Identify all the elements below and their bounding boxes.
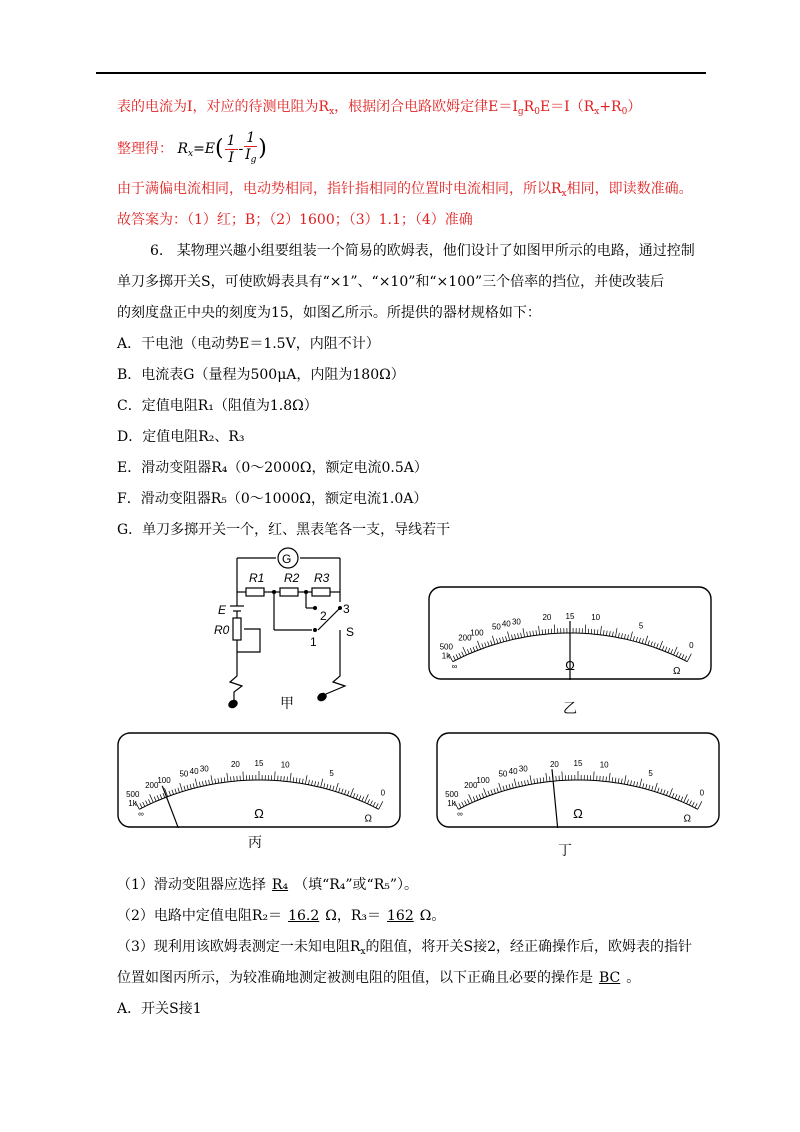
- dial-tick: [148, 799, 150, 804]
- dial-tick: [615, 778, 616, 783]
- dial-tick: [665, 647, 667, 652]
- dial-tick: [327, 784, 328, 789]
- label-r3: R3: [314, 571, 330, 585]
- header-rule: [96, 72, 706, 74]
- dial-tick: [698, 801, 702, 809]
- dial-tick: [205, 780, 206, 785]
- dial-tick: [692, 802, 694, 806]
- dial-scale-label: 100: [157, 776, 171, 786]
- dial-tick: [669, 788, 672, 796]
- dial-tick: [675, 794, 677, 799]
- caption-jia: 甲: [280, 695, 294, 711]
- dial-tick: [654, 642, 656, 647]
- dial-tick: [615, 628, 617, 637]
- dial-tick: [491, 640, 493, 645]
- dial-scale-label: 200: [145, 780, 159, 790]
- dial-unit: Ω: [672, 666, 681, 678]
- dial-scale-label: 1k: [447, 799, 456, 808]
- dial-center-unit: Ω: [573, 806, 583, 821]
- item-b: B．电流表G（量程为500μA，内阻为180Ω）: [117, 367, 405, 383]
- dial-tick: [512, 783, 513, 788]
- dial-tick: [488, 791, 490, 796]
- dial-tick: [612, 632, 613, 637]
- dial-tick: [178, 788, 180, 793]
- dial-tick: [339, 788, 341, 793]
- dial-tick: [373, 802, 375, 806]
- dial-tick: [621, 633, 622, 638]
- dial-tick: [180, 783, 183, 792]
- dial-scale-label: 10: [591, 613, 601, 623]
- dial-tick: [676, 652, 678, 657]
- dial-tick: [190, 784, 191, 789]
- dial-ding: [436, 732, 720, 828]
- dial-scale-label: 10: [280, 760, 290, 770]
- dial-tick: [672, 793, 674, 798]
- dial-tick: [496, 639, 497, 644]
- dial-tick: [184, 786, 185, 791]
- label-3: 3: [343, 602, 350, 616]
- solution-answer: 故答案为：（1）红；B；（2）1600；（3）1.1；（4）准确: [117, 212, 473, 228]
- dial-tick: [193, 783, 194, 788]
- dial-tick: [682, 654, 684, 658]
- dial-yi: [428, 586, 712, 680]
- dial-tick: [528, 780, 529, 785]
- dial-tick: [657, 644, 659, 649]
- dial-tick: [321, 779, 323, 788]
- label-e: E: [218, 603, 227, 617]
- dial-tick: [485, 642, 487, 647]
- dial-tick: [275, 771, 276, 780]
- dial-tick: [663, 790, 665, 795]
- dial-tick: [160, 794, 162, 799]
- question-6-line-3: 的刻度盘正中央的刻度为15，如图乙所示。所提供的器材规格如下：: [117, 305, 541, 321]
- dial-tick: [508, 632, 510, 641]
- dial-scale-label: 30: [518, 764, 528, 774]
- dial-tick: [533, 631, 534, 636]
- dial-tick: [330, 785, 331, 790]
- dial-tick: [157, 795, 159, 800]
- sub-question-1: （1）滑动变阻器应选择 R₄ （填“R₄”或“R₅”）。: [117, 877, 419, 893]
- dial-tick: [356, 794, 358, 799]
- dial-scale-label: ∞: [138, 809, 144, 819]
- dial-scale-label: 1k: [128, 799, 137, 808]
- sub-question-3-line-2: 位置如图丙所示，为较准确地测定被测电阻的阻值，以下正确且必要的操作是 BC 。: [117, 970, 641, 986]
- dial-tick: [465, 801, 467, 806]
- dial-tick: [643, 783, 644, 788]
- dial-tick: [287, 777, 288, 782]
- dial-tick: [215, 779, 216, 784]
- dial-unit: Ω: [364, 813, 372, 825]
- label-s: S: [346, 625, 355, 639]
- dial-tick: [172, 790, 174, 795]
- dial-tick: [499, 638, 500, 643]
- dial-tick: [648, 640, 650, 645]
- dial-tick: [221, 778, 222, 783]
- label-r2: R2: [284, 571, 300, 585]
- label-r1: R1: [249, 571, 265, 585]
- solution-line-1: 表的电流为I，对应的待测电阻为$R_x$，根据闭合电路欧姆定律$E=I_gR_0E=I(R_x+R_0)$: [117, 99, 642, 117]
- dial-scale-label: 5: [638, 621, 644, 631]
- dial-tick: [163, 793, 165, 798]
- dial-tick: [350, 788, 353, 796]
- dial-tick: [342, 789, 344, 794]
- dial-tick: [658, 788, 660, 793]
- dial-scale-label: 0: [699, 788, 705, 798]
- dial-tick: [542, 630, 543, 635]
- dial-tick: [224, 777, 225, 782]
- dial-tick: [154, 797, 156, 802]
- dial-tick: [609, 631, 610, 636]
- dial-tick: [146, 801, 148, 806]
- dial-tick: [671, 649, 673, 654]
- dial-tick: [333, 786, 334, 791]
- dial-tick: [467, 649, 469, 654]
- dial-tick: [637, 782, 638, 787]
- dial-center-unit: Ω: [565, 658, 575, 673]
- dial-tick: [505, 636, 506, 641]
- answer-q1: R₄: [271, 877, 289, 893]
- dial-tick: [521, 633, 522, 638]
- dial-tick: [600, 626, 601, 635]
- dial-tick: [530, 775, 532, 784]
- dial-tick: [353, 793, 355, 798]
- dial-tick: [627, 780, 628, 785]
- dial-tick: [296, 778, 297, 783]
- resistor-r3: [312, 588, 330, 596]
- dial-tick: [640, 779, 642, 788]
- dial-tick: [499, 783, 502, 792]
- dial-tick: [662, 646, 664, 651]
- caption-bing: 丙: [248, 835, 262, 851]
- dial-tick: [462, 802, 464, 806]
- dial-scale-label: 5: [329, 768, 334, 778]
- dial-scale-label: 500: [439, 642, 453, 652]
- dial-tick: [627, 635, 628, 640]
- dial-tick: [645, 636, 648, 645]
- dial-scale-label: 50: [498, 769, 508, 779]
- dial-tick: [631, 780, 632, 785]
- dial-tick: [515, 634, 516, 639]
- dial-tick: [469, 794, 473, 802]
- dial-tick: [666, 791, 668, 796]
- dial-tick: [651, 641, 653, 646]
- dial-tick: [169, 791, 171, 796]
- dial-tick: [362, 797, 364, 802]
- dial-tick: [518, 633, 519, 638]
- dial-scale-label: 40: [508, 766, 518, 776]
- dial-tick: [527, 632, 528, 637]
- dial-tick: [537, 778, 538, 783]
- dial-scale-label: 200: [458, 633, 472, 643]
- dial-tick: [543, 777, 544, 782]
- dial-tick: [476, 646, 478, 651]
- item-e: E．滑动变阻器R₄（0～2000Ω，额定电流0.5A）: [117, 460, 428, 476]
- dial-tick: [514, 779, 516, 788]
- dial-tick: [618, 633, 619, 638]
- dial-scale-label: 0: [689, 641, 694, 651]
- dial-tick: [243, 771, 244, 780]
- dial-tick: [659, 641, 662, 649]
- dial-scale-label: 500: [126, 789, 140, 799]
- dial-bing: [117, 732, 401, 828]
- dial-scale-label: 15: [573, 759, 583, 768]
- dial-tick: [308, 780, 309, 785]
- dial-tick: [506, 785, 507, 790]
- dial-unit: Ω: [683, 813, 691, 825]
- dial-tick: [539, 626, 540, 635]
- dial-tick: [488, 641, 490, 646]
- item-f: F．滑动变阻器R₅（0～1000Ω，额定电流1.0A）: [117, 491, 428, 507]
- dial-tick: [473, 797, 475, 802]
- dial-tick: [546, 773, 547, 782]
- dial-tick: [606, 777, 607, 782]
- dial-tick: [655, 783, 658, 792]
- dial-tick: [695, 803, 697, 807]
- dial-tick: [621, 779, 622, 784]
- dial-scale-label: 200: [464, 780, 478, 790]
- caption-ding: 丁: [558, 843, 572, 859]
- dial-tick: [562, 771, 563, 780]
- dial-tick: [227, 773, 228, 782]
- solution-formula: 整理得： $R_x=E$( $\frac{1}{I}$ - $\frac{1}{I_g}$ ): [117, 130, 267, 166]
- item-c: C．定值电阻R₁（阻值为1.8Ω）: [117, 398, 318, 414]
- dial-tick: [512, 635, 513, 640]
- dial-tick: [673, 647, 677, 655]
- dial-scale-label: 30: [511, 617, 521, 627]
- dial-scale-label: ∞: [457, 809, 463, 819]
- dial-tick: [336, 783, 339, 792]
- dial-scale-label: 15: [254, 759, 264, 768]
- dial-tick: [624, 775, 626, 784]
- dial-scale-label: 0: [380, 788, 386, 798]
- option-a: A．开关S接1: [117, 1001, 202, 1017]
- dial-tick: [524, 780, 525, 785]
- dial-tick: [606, 631, 607, 636]
- dial-tick: [482, 644, 484, 649]
- dial-tick: [668, 648, 670, 653]
- dial-scale-label: 10: [599, 760, 609, 770]
- dial-tick: [679, 653, 681, 658]
- question-6-line-1: 6. 某物理兴趣小组要组装一个简易的欧姆表，他们设计了如图甲所示的电路，通过控制: [150, 243, 695, 259]
- dial-tick: [494, 789, 496, 794]
- dial-tick: [530, 631, 531, 636]
- dial-tick: [536, 630, 537, 635]
- dial-arc: [139, 780, 378, 809]
- dial-scale-label: ∞: [451, 661, 458, 671]
- answer-q2-r2: 16.2: [288, 908, 320, 924]
- dial-scale-label: 40: [189, 766, 199, 776]
- dial-tick: [368, 799, 370, 804]
- dial-tick: [140, 803, 142, 807]
- item-a: A．干电池（电动势E＝1.5V，内阻不计）: [117, 336, 380, 352]
- dial-tick: [687, 799, 689, 804]
- answer-q3: BC: [599, 970, 621, 986]
- sub-question-2: （2）电路中定值电阻R₂＝ 16.2 Ω，R₃＝ 162 Ω。: [117, 908, 446, 924]
- dial-scale-label: 50: [179, 769, 189, 779]
- dial-tick: [585, 624, 586, 633]
- dial-tick: [211, 775, 213, 784]
- resistor-r2: [280, 588, 298, 596]
- dial-tick: [143, 802, 145, 806]
- dial-scale-label: 1k: [441, 651, 451, 661]
- dial-tick: [462, 652, 464, 657]
- dial-tick: [509, 784, 510, 789]
- dial-arc: [458, 780, 697, 809]
- dial-tick: [199, 782, 200, 787]
- dial-scale-label: 20: [549, 760, 559, 769]
- dial-tick: [477, 641, 480, 649]
- dial-tick: [502, 637, 503, 642]
- dial-tick: [324, 783, 325, 788]
- sub-question-3-line-1: （3）现利用该欧姆表测定一未知电阻$R_x$的阻值，将开关S接2，经正确操作后，欧姆表的指针: [117, 939, 693, 957]
- dial-tick: [636, 637, 637, 642]
- dial-tick: [315, 781, 316, 786]
- dial-tick: [497, 788, 499, 793]
- dial-scale-label: 100: [476, 776, 490, 786]
- dial-tick: [344, 790, 346, 795]
- dial-tick: [463, 647, 467, 655]
- resistor-r1: [246, 588, 264, 596]
- dial-tick: [646, 784, 647, 789]
- dial-tick: [347, 791, 349, 796]
- dial-tick: [456, 654, 458, 658]
- dial-tick: [492, 636, 495, 645]
- solution-line-3: 由于满偏电流相同，电动势相同，指针指相同的位置时电流相同，所以$R_x$相同，即读数准确。: [117, 181, 693, 199]
- dial-tick: [305, 775, 307, 784]
- dial-tick: [376, 803, 378, 807]
- dial-tick: [618, 778, 619, 783]
- dial-tick: [521, 781, 522, 786]
- dial-scale-label: 20: [542, 613, 552, 622]
- item-g: G．单刀多掷开关一个，红、黑表笔各一支，导线若干: [117, 522, 451, 538]
- dial-tick: [603, 630, 604, 635]
- rheostat-r0: [233, 618, 241, 640]
- answer-q2-r3: 162: [387, 908, 414, 924]
- label-g: G: [282, 552, 292, 566]
- dial-tick: [299, 778, 300, 783]
- dial-tick: [633, 636, 634, 641]
- dial-tick: [649, 785, 650, 790]
- dial-scale-label: 50: [491, 622, 501, 632]
- dial-tick: [678, 795, 680, 800]
- dial-tick: [609, 773, 610, 782]
- dial-tick: [518, 782, 519, 787]
- dial-scale-label: 500: [445, 789, 459, 799]
- dial-scale-label: 5: [648, 768, 653, 778]
- dial-tick: [359, 795, 361, 800]
- dial-tick: [534, 779, 535, 784]
- dial-tick: [467, 799, 469, 804]
- dial-tick: [218, 778, 219, 783]
- dial-tick: [684, 656, 686, 660]
- dial-tick: [484, 788, 487, 796]
- dial-tick: [150, 794, 154, 802]
- item-d: D．定值电阻R₂、R₃: [117, 429, 245, 445]
- dial-tick: [639, 638, 640, 643]
- dial-tick: [318, 782, 319, 787]
- dial-tick: [594, 771, 595, 780]
- question-6-line-2: 单刀多掷开关S，可使欧姆表具有“×1”、“×10”和“×100”三个倍率的挡位，并使改装后: [117, 274, 665, 290]
- dial-tick: [312, 780, 313, 785]
- dial-tick: [231, 777, 232, 782]
- dial-tick: [202, 781, 203, 786]
- dial-tick: [453, 656, 455, 660]
- dial-tick: [652, 786, 653, 791]
- label-2: 2: [320, 609, 327, 623]
- dial-tick: [187, 785, 188, 790]
- dial-tick: [379, 801, 383, 809]
- dial-tick: [642, 639, 643, 644]
- dial-scale-label: 15: [565, 612, 575, 621]
- dial-tick: [612, 777, 613, 782]
- dial-tick: [209, 780, 210, 785]
- dial-tick: [290, 773, 291, 782]
- dial-tick: [523, 628, 525, 637]
- dial-tick: [195, 779, 197, 788]
- dial-scale-label: 20: [230, 760, 240, 769]
- dial-tick: [365, 794, 369, 802]
- dial-tick: [681, 797, 683, 802]
- dial-tick: [370, 801, 372, 806]
- dial-tick: [479, 794, 481, 799]
- dial-tick: [550, 777, 551, 782]
- label-r0: R0: [214, 623, 230, 637]
- dial-tick: [597, 630, 598, 635]
- dial-tick: [689, 801, 691, 806]
- dial-tick: [684, 794, 688, 802]
- dial-tick: [459, 803, 461, 807]
- label-1: 1: [310, 635, 317, 649]
- dial-tick: [630, 632, 632, 641]
- dial-tick: [482, 793, 484, 798]
- dial-tick: [470, 648, 472, 653]
- dial-tick: [661, 789, 663, 794]
- dial-tick: [293, 777, 294, 782]
- dial-scale-label: 100: [470, 628, 484, 638]
- dial-tick: [473, 647, 475, 652]
- circuit-diagram: [200, 540, 370, 720]
- dial-scale-label: 30: [199, 764, 209, 774]
- dial-tick: [634, 781, 635, 786]
- dial-center-unit: Ω: [254, 806, 264, 821]
- dial-tick: [476, 795, 478, 800]
- dial-scale-label: 40: [501, 619, 511, 629]
- dial-tick: [687, 654, 691, 662]
- caption-yi: 乙: [563, 701, 577, 717]
- dial-tick: [459, 653, 461, 658]
- dial-tick: [540, 778, 541, 783]
- dial-tick: [624, 634, 625, 639]
- dial-tick: [175, 789, 177, 794]
- dial-tick: [554, 624, 555, 633]
- dial-tick: [491, 790, 493, 795]
- dial-tick: [302, 779, 303, 784]
- dial-tick: [503, 786, 504, 791]
